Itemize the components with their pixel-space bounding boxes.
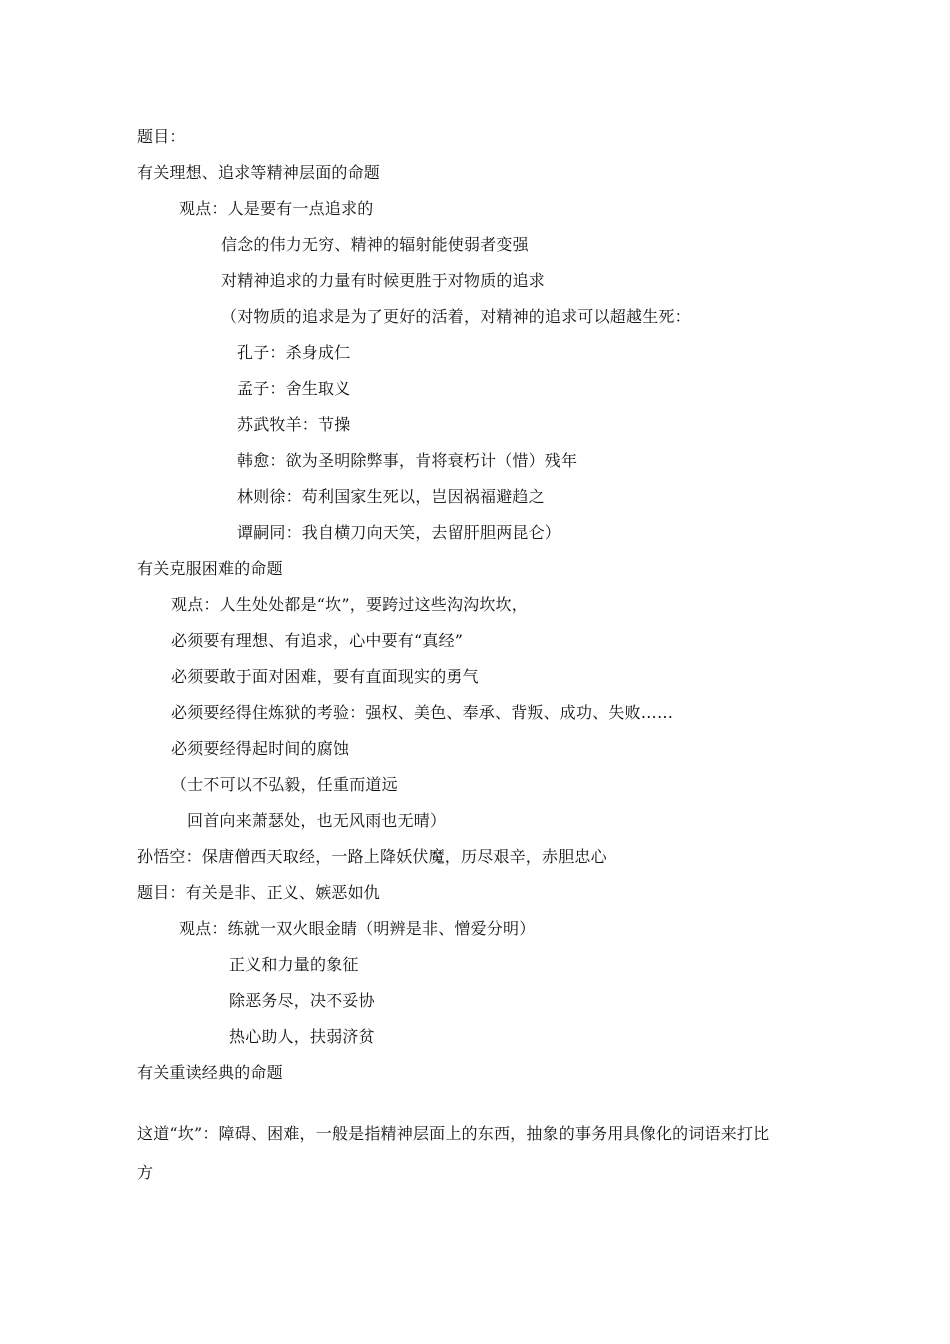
- text-line: 对精神追求的力量有时候更胜于对物质的追求: [221, 271, 546, 290]
- example-line: 苏武牧羊：节操: [237, 415, 351, 434]
- topic-overcome-difficulty: 有关克服困难的命题: [137, 559, 283, 578]
- text-line: 信念的伟力无穷、精神的辐射能使弱者变强: [221, 235, 529, 254]
- example-line: 韩愈：欲为圣明除弊事，肯将衰朽计（惜）残年: [237, 451, 578, 470]
- viewpoint-pursuit: 观点：人是要有一点追求的: [179, 199, 374, 218]
- text-line: 必须要敢于面对困难，要有直面现实的勇气: [171, 667, 479, 686]
- heading-topic: 题目：: [137, 127, 186, 146]
- text-line: （对物质的追求是为了更好的活着，对精神的追求可以超越生死：: [221, 307, 691, 326]
- topic-right-wrong: 题目：有关是非、正义、嫉恶如仇: [137, 883, 381, 902]
- text-line: 方: [137, 1163, 154, 1182]
- text-line: 孙悟空：保唐僧西天取经，一路上降妖伏魔，历尽艰辛，赤胆忠心: [137, 847, 607, 866]
- topic-reread-classics: 有关重读经典的命题: [137, 1063, 283, 1082]
- example-line: 林则徐：苟利国家生死以，岂因祸福避趋之: [237, 487, 545, 506]
- example-line: 谭嗣同：我自横刀向天笑，去留肝胆两昆仑）: [237, 523, 562, 542]
- example-line: 孟子：舍生取义: [237, 379, 351, 398]
- example-line: 孔子：杀身成仁: [237, 343, 351, 362]
- text-line: 必须要有理想、有追求，心中要有“真经”: [171, 631, 464, 650]
- text-line: 必须要经得起时间的腐蚀: [171, 739, 350, 758]
- quote-line: 回首向来萧瑟处，也无风雨也无晴）: [187, 811, 447, 830]
- text-line: 热心助人，扶弱济贫: [229, 1027, 375, 1046]
- text-line: 这道“坎”：障碍、困难，一般是指精神层面上的东西，抽象的事务用具像化的词语来打比: [137, 1124, 770, 1143]
- viewpoint-obstacles: 观点：人生处处都是“坎”，要跨过这些沟沟坎坎，: [171, 595, 528, 614]
- text-line: 必须要经得住炼狱的考验：强权、美色、奉承、背叛、成功、失败……: [171, 703, 674, 722]
- text-line: 除恶务尽，决不妥协: [229, 991, 375, 1010]
- text-line: 正义和力量的象征: [229, 955, 359, 974]
- viewpoint-discernment: 观点：练就一双火眼金睛（明辨是非、憎爱分明）: [179, 919, 536, 938]
- quote-line: （士不可以不弘毅，任重而道远: [171, 775, 398, 794]
- topic-ideals-pursuit: 有关理想、追求等精神层面的命题: [137, 163, 381, 182]
